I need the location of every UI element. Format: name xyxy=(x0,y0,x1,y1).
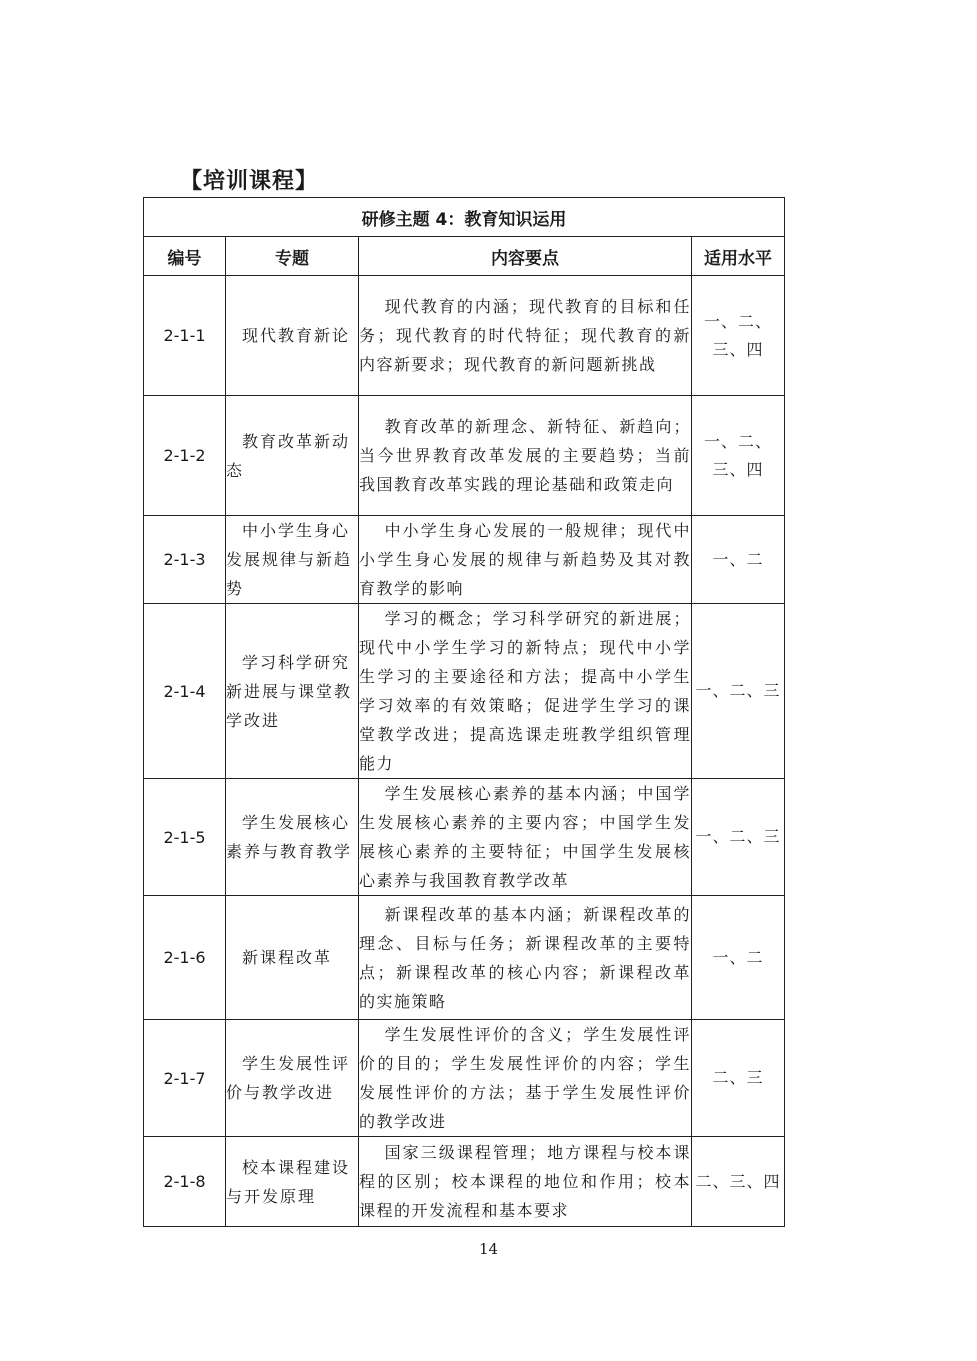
row-level: 一、二、三、四 xyxy=(692,276,785,396)
row-level: 一、二、三、四 xyxy=(692,396,785,516)
table-row xyxy=(144,276,785,396)
row-content: 国家三级课程管理；地方课程与校本课程的区别；校本课程的地位和作用；校本课程的开发流程和基本要求 xyxy=(359,1137,692,1227)
row-level: 一、二、三 xyxy=(692,604,785,779)
header-content: 内容要点 xyxy=(359,237,692,276)
table-row xyxy=(144,1020,785,1137)
row-content: 教育改革的新理念、新特征、新趋向；当今世界教育改革发展的主要趋势；当前我国教育改革实践的理论基础和政策走向 xyxy=(359,396,692,516)
table-row xyxy=(144,1137,785,1227)
row-code: 2-1-6 xyxy=(144,896,226,1020)
page-number: 14 xyxy=(478,1240,499,1258)
row-content: 学生发展核心素养的基本内涵；中国学生发展核心素养的主要内容；中国学生发展核心素养的主要特征；中国学生发展核心素养与我国教育教学改革 xyxy=(359,779,692,896)
row-subject: 学生发展核心素养与教育教学 xyxy=(226,779,359,896)
row-code: 2-1-1 xyxy=(144,276,226,396)
header-code: 编号 xyxy=(144,237,226,276)
topic-row xyxy=(144,198,785,237)
row-level: 二、三、四 xyxy=(692,1137,785,1227)
header-row xyxy=(144,237,785,276)
row-content: 现代教育的内涵；现代教育的目标和任务；现代教育的时代特征；现代教育的新内容新要求；现代教育的新问题新挑战 xyxy=(359,276,692,396)
table-row xyxy=(144,896,785,1020)
row-subject: 校本课程建设与开发原理 xyxy=(226,1137,359,1227)
row-subject: 新课程改革 xyxy=(226,896,359,1020)
row-content: 学生发展性评价的含义；学生发展性评价的目的；学生发展性评价的内容；学生发展性评价的方法；基于学生发展性评价的教学改进 xyxy=(359,1020,692,1137)
row-content: 中小学生身心发展的一般规律；现代中小学生身心发展的规律与新趋势及其对教育教学的影响 xyxy=(359,516,692,604)
row-code: 2-1-5 xyxy=(144,779,226,896)
table-row xyxy=(144,779,785,896)
header-subject: 专题 xyxy=(226,237,359,276)
row-subject: 现代教育新论 xyxy=(226,276,359,396)
row-code: 2-1-2 xyxy=(144,396,226,516)
row-level: 二、三 xyxy=(692,1020,785,1137)
row-level: 一、二 xyxy=(692,896,785,1020)
row-subject: 学习科学研究新进展与课堂教学改进 xyxy=(226,604,359,779)
table-row xyxy=(144,516,785,604)
row-subject: 学生发展性评价与教学改进 xyxy=(226,1020,359,1137)
topic-title: 研修主题 4：教育知识运用 xyxy=(144,198,785,237)
row-code: 2-1-7 xyxy=(144,1020,226,1137)
row-level: 一、二 xyxy=(692,516,785,604)
row-code: 2-1-4 xyxy=(144,604,226,779)
row-content: 学习的概念；学习科学研究的新进展；现代中小学生学习的新特点；现代中小学生学习的主要途径和方法；提高中小学生学习效率的有效策略；促进学生学习的课堂教学改进；提高选课走班教学组织管理能力 xyxy=(359,604,692,779)
row-subject: 中小学生身心发展规律与新趋势 xyxy=(226,516,359,604)
header-level: 适用水平 xyxy=(692,237,785,276)
row-content: 新课程改革的基本内涵；新课程改革的理念、目标与任务；新课程改革的主要特点；新课程改革的核心内容；新课程改革的实施策略 xyxy=(359,896,692,1020)
row-subject: 教育改革新动态 xyxy=(226,396,359,516)
table-row xyxy=(144,396,785,516)
course-table xyxy=(143,197,785,1227)
row-level: 一、二、三 xyxy=(692,779,785,896)
table-row xyxy=(144,604,785,779)
row-code: 2-1-3 xyxy=(144,516,226,604)
row-code: 2-1-8 xyxy=(144,1137,226,1227)
section-title: 【培训课程】 xyxy=(180,169,319,194)
